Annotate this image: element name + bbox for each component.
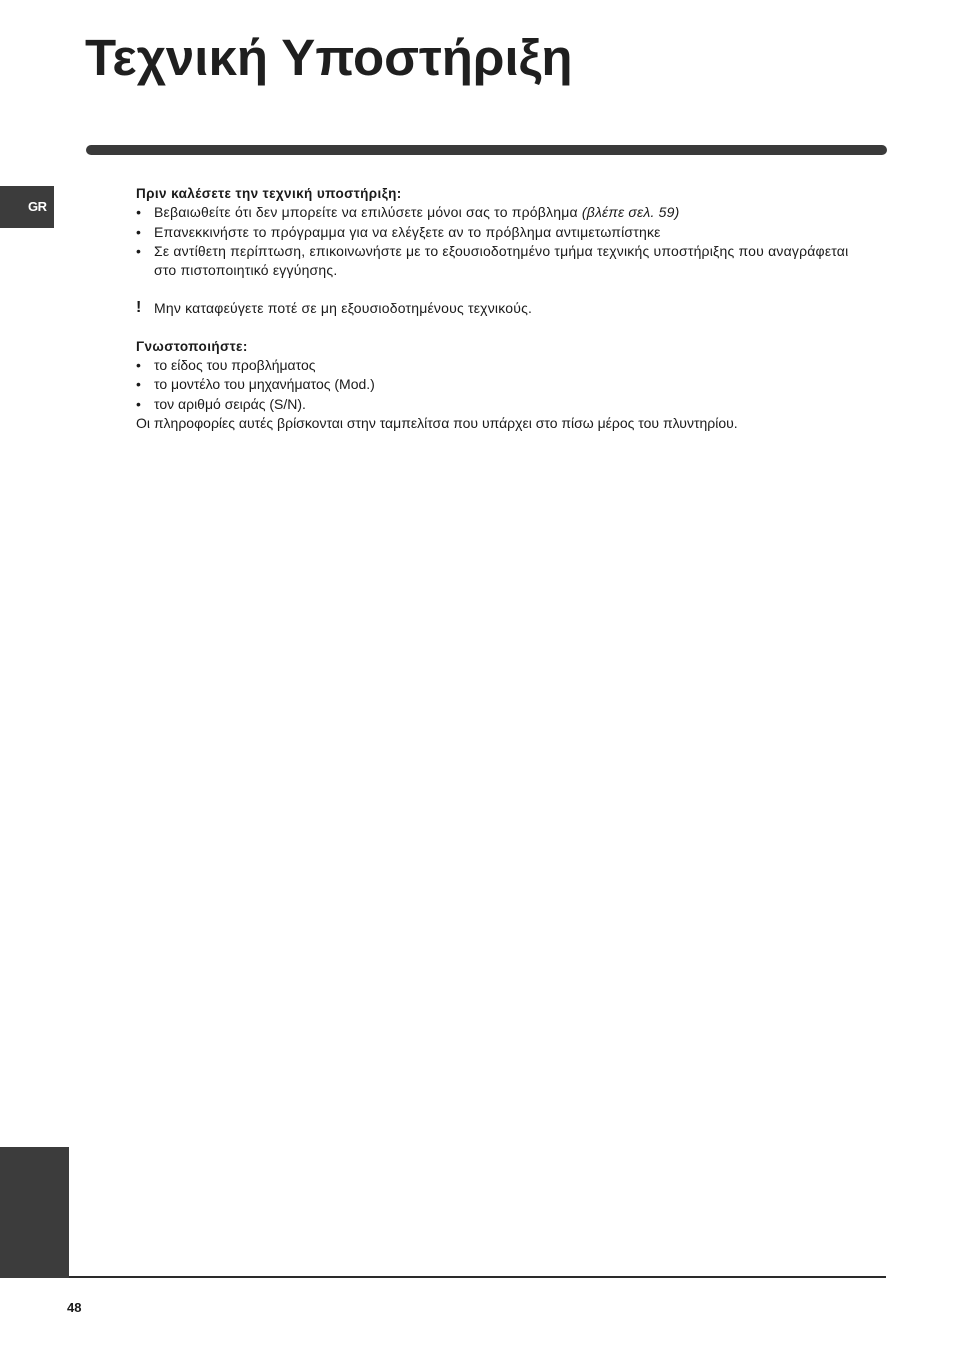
- bullet-icon: •: [136, 242, 142, 259]
- side-tab-block: [0, 1147, 69, 1278]
- page-title: Τεχνική Υποστήριξη: [85, 29, 573, 86]
- label-location-note: Οι πληροφορίες αυτές βρίσκονται στην ταμπελίτσα που υπάρχει στο πίσω μέρος του πλυντηρίου.: [136, 414, 738, 431]
- list-item: [136, 223, 866, 242]
- list-item: [136, 375, 866, 394]
- page-reference: (βλέπε σελ. 59): [581, 204, 680, 221]
- bullet-icon: •: [136, 204, 142, 221]
- title-divider: [86, 145, 887, 155]
- technical-support-section: [136, 184, 866, 433]
- before-calling-list: [136, 203, 866, 280]
- list-item-text: Σε αντίθετη περίπτωση, επικοινωνήστε με το εξουσιοδοτημένο τμήμα τεχνικής υποστήριξης που αναγράφεται στο πιστοποιητικό εγγύησης.: [154, 242, 849, 279]
- warning-note: [136, 299, 866, 318]
- list-item-text: Επανεκκινήστε το πρόγραμμα για να ελέγξετε αν το πρόβλημα αντιμετωπίστηκε: [154, 223, 661, 240]
- list-item-text: τον αριθμό σειράς (S/N).: [154, 395, 306, 412]
- notify-heading: Γνωστοποιήστε:: [136, 338, 248, 354]
- page-number: 48: [67, 1300, 82, 1315]
- warning-text: Μην καταφεύγετε ποτέ σε μη εξουσιοδοτημένους τεχνικούς.: [154, 300, 533, 317]
- exclamation-icon: !: [136, 299, 142, 317]
- list-item: [136, 242, 866, 281]
- list-item-text: το μοντέλο του μηχανήματος (Mod.): [154, 376, 375, 393]
- bullet-icon: •: [136, 223, 142, 240]
- notify-list: [136, 356, 866, 414]
- bullet-icon: •: [136, 376, 141, 393]
- list-item: [136, 203, 866, 222]
- list-item-text: Βεβαιωθείτε ότι δεν μπορείτε να επιλύσετε μόνοι σας το πρόβλημα: [154, 204, 578, 221]
- before-calling-heading: Πριν καλέσετε την τεχνική υποστήριξη:: [136, 186, 402, 201]
- footer-divider: [69, 1276, 886, 1278]
- language-tab: GR: [0, 186, 54, 228]
- bullet-icon: •: [136, 395, 141, 412]
- list-item: [136, 395, 866, 414]
- list-item: [136, 356, 866, 375]
- list-item-text: το είδος του προβλήματος: [154, 357, 316, 374]
- bullet-icon: •: [136, 357, 141, 374]
